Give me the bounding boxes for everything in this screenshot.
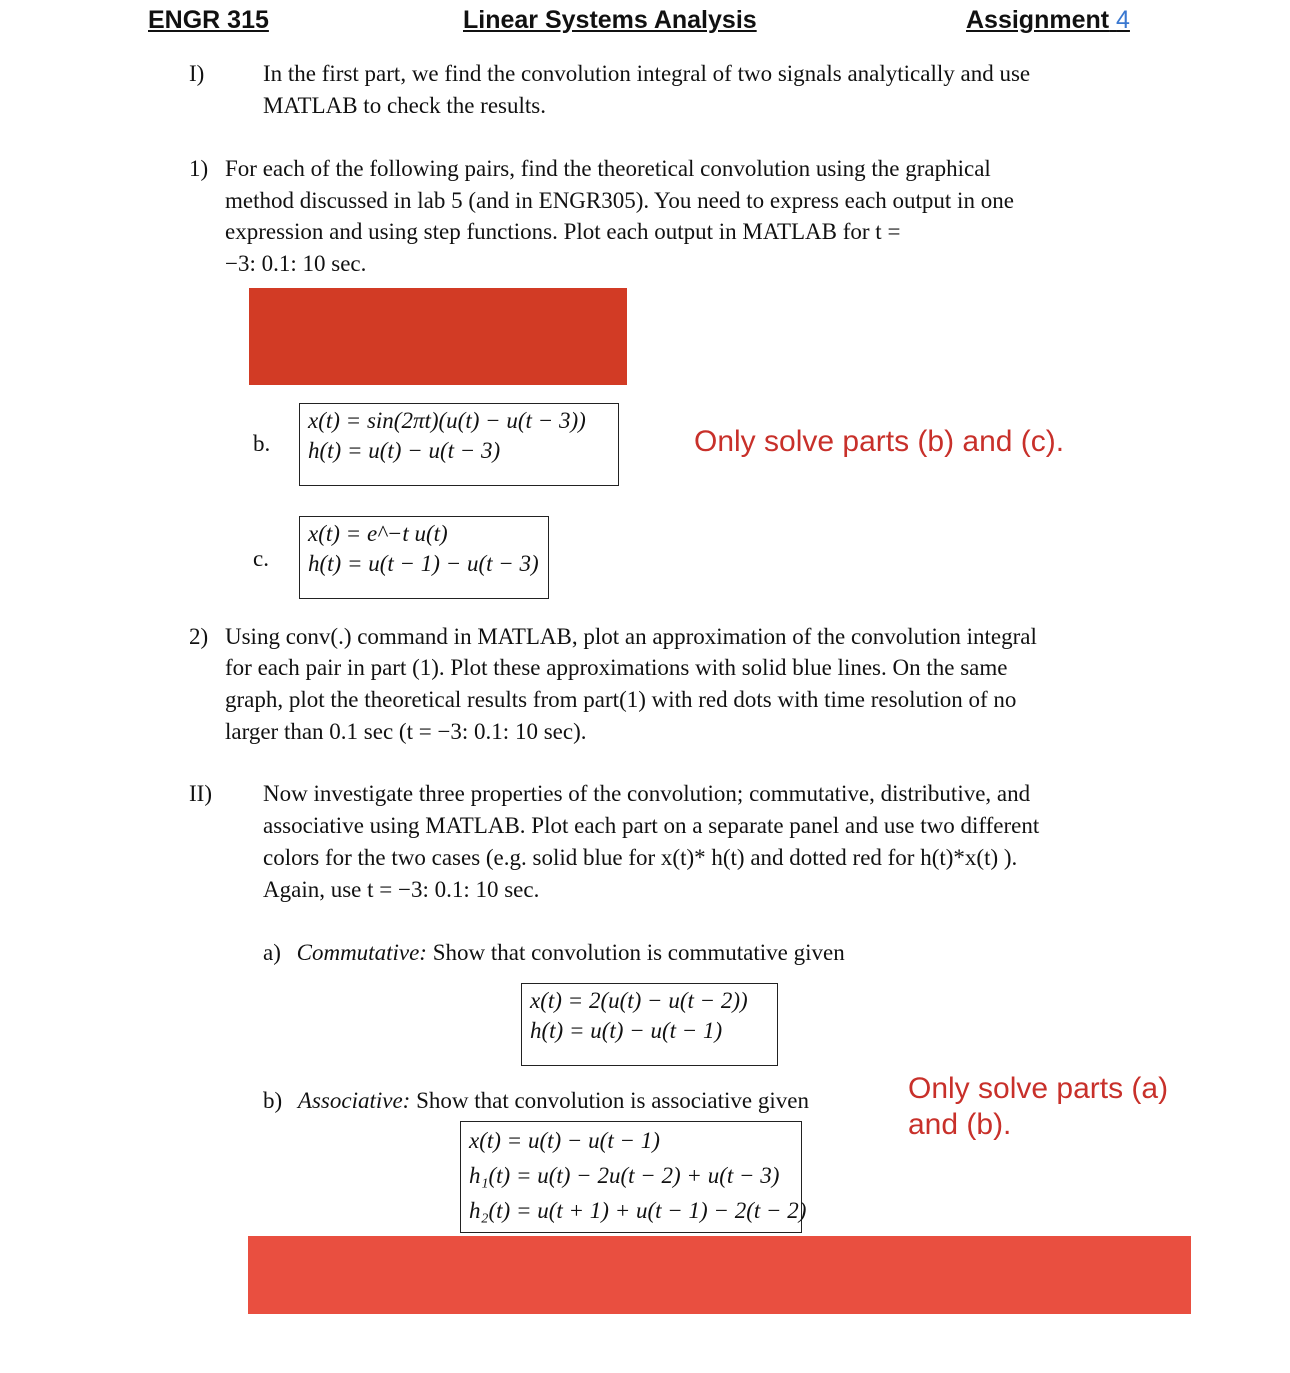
part2-line3: colors for the two cases (e.g. solid blue for x(t)* h(t) and dotted red for h(t)*x(t) ). [263, 845, 1018, 870]
part2-numeral: II) [189, 781, 212, 806]
associative-label: b) [263, 1088, 283, 1113]
commutative-label: a) [263, 940, 281, 965]
redaction-block-top [249, 288, 627, 385]
commutative-item [263, 937, 845, 969]
commutative-text: Show that convolution is commutative given [432, 940, 845, 965]
pair-b-h-equation: h(t) = u(t) − u(t − 3) [308, 438, 501, 463]
part1-numeral: I) [189, 61, 205, 86]
note-solve-b-c: Only solve parts (b) and (c). [694, 425, 1065, 458]
pair-c-x-equation: x(t) = e^−t u(t) [308, 521, 448, 546]
note-solve-a-b-line2: and (b). [908, 1108, 1012, 1141]
associative-h2-equation: h₂(t) = u(t + 1) + u(t − 1) − 2(t − 2) [469, 1198, 807, 1223]
part2-line4: Again, use t = −3: 0.1: 10 sec. [263, 877, 540, 902]
part1-intro-line2: MATLAB to check the results. [263, 93, 546, 118]
assignment-number: 4 [1116, 6, 1130, 34]
pair-b-label: b. [253, 431, 271, 456]
part2-line2: associative using MATLAB. Plot each part on a separate panel and use two different [263, 813, 1040, 838]
pair-b-x-equation: x(t) = sin(2πt)(u(t) − u(t − 3)) [308, 408, 586, 433]
q1-line4: −3: 0.1: 10 sec. [225, 251, 367, 276]
q1-line3: expression and using step functions. Plot each output in MATLAB for t = [225, 219, 901, 244]
q2-number: 2) [189, 624, 209, 649]
associative-x-equation: x(t) = u(t) − u(t − 1) [469, 1128, 660, 1153]
q2-line4: larger than 0.1 sec (t = −3: 0.1: 10 sec). [225, 719, 587, 744]
associative-name: Associative: [297, 1088, 411, 1113]
part2-line1: Now investigate three properties of the convolution; commutative, distributive, and [263, 781, 1031, 806]
document-title: Linear Systems Analysis [463, 6, 757, 34]
commutative-name: Commutative: [296, 940, 427, 965]
pair-c-label: c. [253, 546, 269, 571]
assignment-label [966, 6, 1130, 35]
q2-line2: for each pair in part (1). Plot these approximations with solid blue lines. On the same [225, 655, 1008, 680]
redaction-block-bottom [248, 1236, 1191, 1314]
pair-c-equation-box [299, 516, 549, 599]
associative-text: Show that convolution is associative given [416, 1088, 809, 1113]
part1-intro-line1: In the first part, we find the convolution integral of two signals analytically and use [263, 61, 1031, 86]
commutative-h-equation: h(t) = u(t) − u(t − 1) [530, 1018, 723, 1043]
pair-b-equation-box [299, 403, 619, 486]
assignment-word: Assignment [966, 6, 1110, 34]
commutative-x-equation: x(t) = 2(u(t) − u(t − 2)) [530, 988, 748, 1013]
note-solve-a-b [908, 1071, 1168, 1143]
q1-line2: method discussed in lab 5 (and in ENGR305). You need to express each output in one [225, 188, 1014, 213]
q1-line1: For each of the following pairs, find the theoretical convolution using the graphical [225, 156, 991, 181]
q2-line3: graph, plot the theoretical results from part(1) with red dots with time resolution of no [225, 687, 1017, 712]
associative-item [263, 1085, 809, 1117]
note-solve-a-b-line1: Only solve parts (a) [908, 1072, 1169, 1105]
commutative-equation-box [521, 983, 778, 1066]
course-code: ENGR 315 [148, 6, 269, 34]
q1-number: 1) [189, 156, 209, 181]
associative-h1-equation: h₁(t) = u(t) − 2u(t − 2) + u(t − 3) [469, 1163, 780, 1188]
associative-equation-box [460, 1121, 807, 1233]
pair-c-h-equation: h(t) = u(t − 1) − u(t − 3) [308, 551, 539, 576]
q2-line1: Using conv(.) command in MATLAB, plot an approximation of the convolution integral [225, 624, 1037, 649]
